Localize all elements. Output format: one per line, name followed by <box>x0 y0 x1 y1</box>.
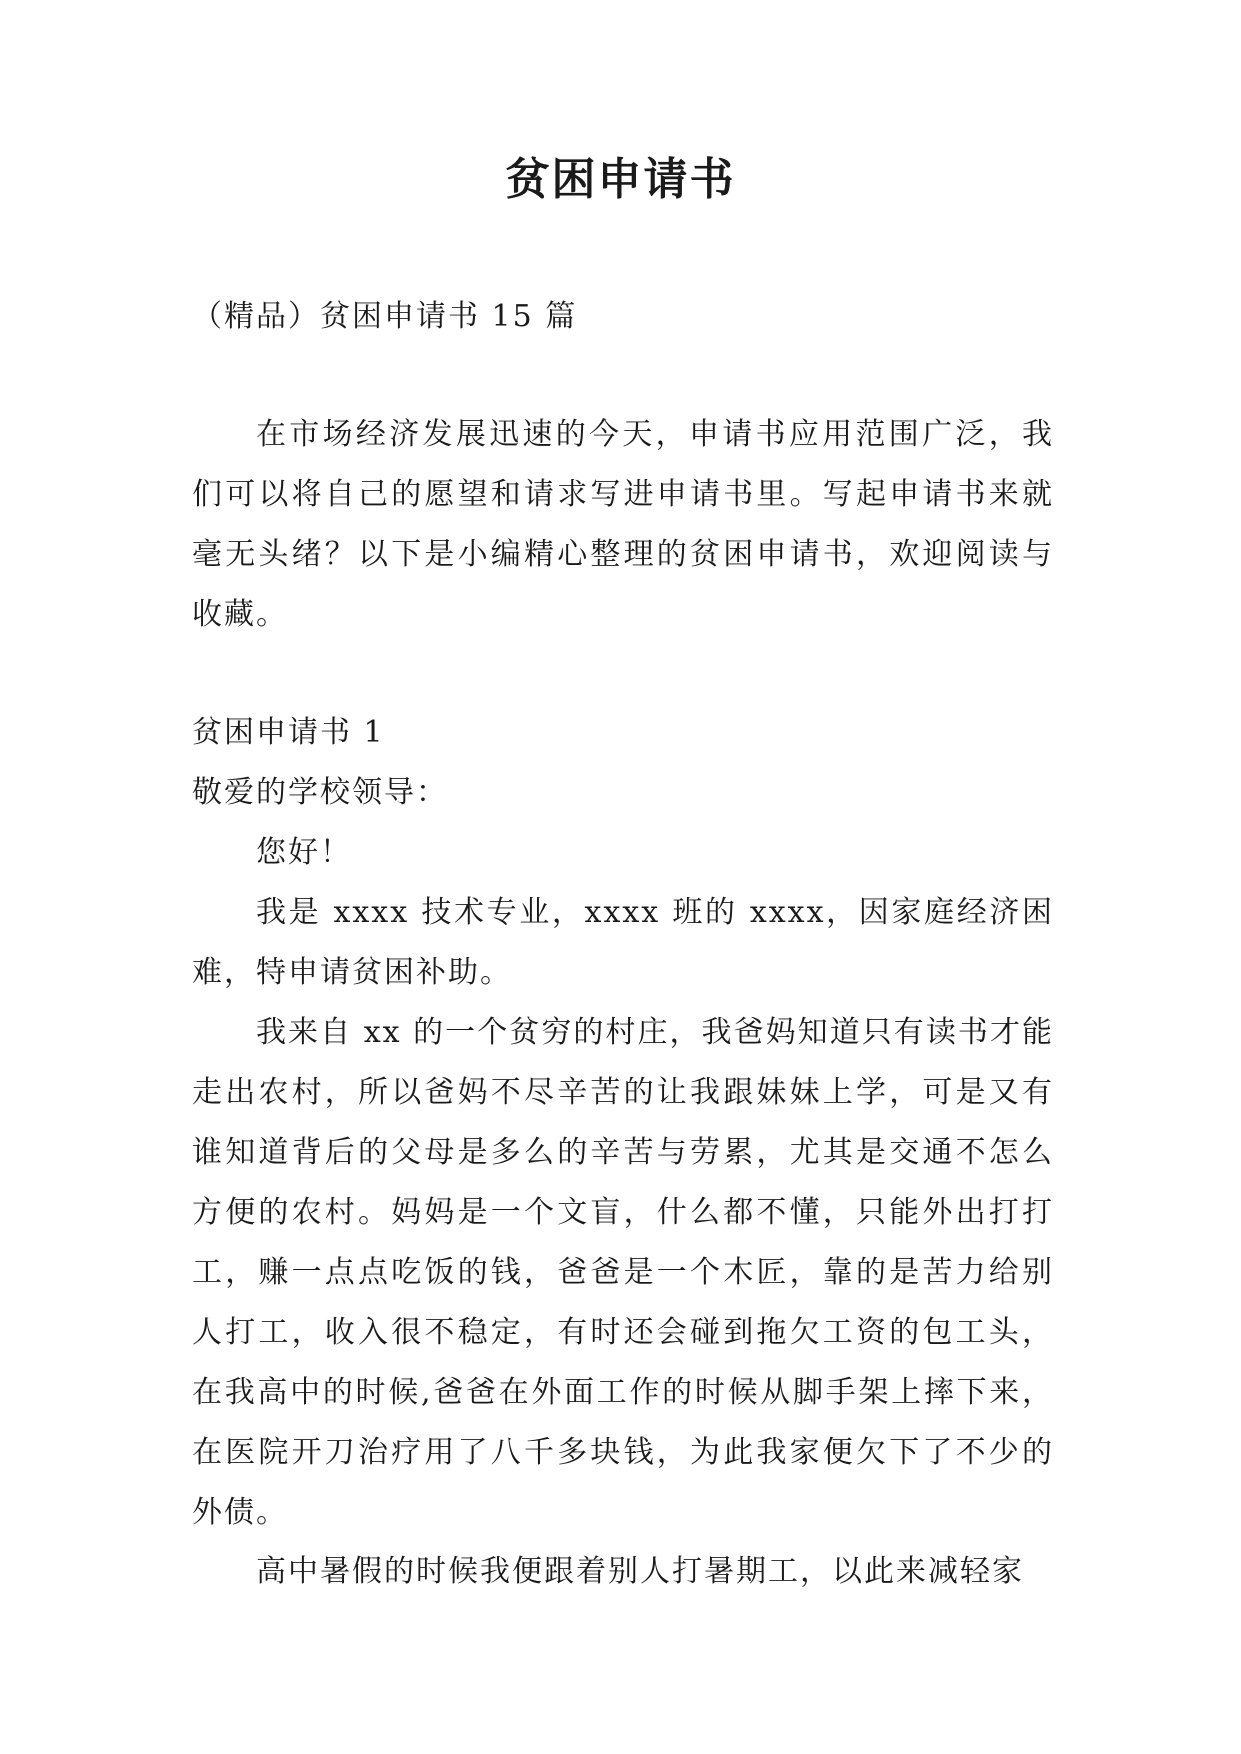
salutation: 敬爱的学校领导： <box>192 775 448 810</box>
body-paragraph: 我来自 xx 的一个贫穷的村庄，我爸妈知道只有读书才能走出农村，所以爸妈不尽辛苦的让我跟妹妹上学，可是又有谁知道背后的父母是多么的辛苦与劳累，尤其是交通不怎么方便的农村。妈妈是一个文盲，什么都不懂，只能外出打打工，赚一点点吃饭的钱，爸爸是一个木匠，靠的是苦力给别人打工，收入很不稳定，有时还会碰到拖欠工资的包工头，在我高中的时候,爸爸在外面工作的时候从脚手架上摔下来，在医院开刀治疗用了八千多块钱，为此我家便欠下了不少的外债。 <box>192 1015 1054 1530</box>
document-title: 贫困申请书 <box>505 154 736 205</box>
document-subtitle: （精品）贫困申请书 15 篇 <box>192 299 578 334</box>
body-paragraph: 高中暑假的时候我便跟着别人打暑期工，以此来减轻家 <box>256 1554 1024 1589</box>
section-title: 贫困申请书 1 <box>192 715 385 750</box>
body-paragraph: 我是 xxxx 技术专业，xxxx 班的 xxxx，因家庭经济困难，特申请贫困补助。 <box>192 895 1054 990</box>
intro-paragraph: 在市场经济发展迅速的今天，申请书应用范围广泛，我们可以将自己的愿望和请求写进申请书里。写起申请书来就毫无头绪？以下是小编精心整理的贫困申请书，欢迎阅读与收藏。 <box>192 417 1054 632</box>
greeting: 您好！ <box>256 835 352 870</box>
